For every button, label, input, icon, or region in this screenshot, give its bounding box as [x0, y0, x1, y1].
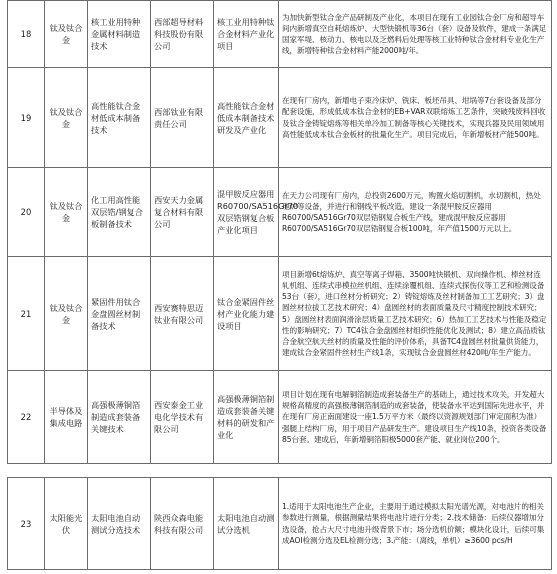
project-table-lower	[7, 477, 552, 570]
table-row	[8, 371, 552, 464]
project-description: 项目计划在现有电解铜箔制造成套装备生产的基础上，通过技术攻关，开发超大规格高精度的高强极薄铜箔制造的成套装备，使装备水平达到国际先进水平，并在现有厂房正南面建设一座1.5万平方米（最终以资源规划部门审定面积为准）强腿上结构厂房，用于项目产品研发生产。建设项目生产线10条，投资各类设备85台套。建成后，年新增铜箔阳极5000套产能、就业岗位200个。	[279, 371, 552, 464]
industry-domain: 太阳能光伏	[45, 478, 88, 570]
key-technology: 化工用高性能双层锆/钢复合板制备技术	[88, 168, 151, 257]
row-number: 18	[8, 1, 45, 68]
project-description: 为加快新型钛合金产品研制及产业化，本项目在现有工业园钛合金厂房和超导车间内新增真空自耗熔炼炉、大型快锻机等36台（套）设备及软件，建成一条满足国家军堤、核动力、核电以及乏燃料后处理等核工业特种钛合金材料专业化生产线，新增特种钛合金材料产能2000吨/年。	[279, 1, 552, 68]
row-number: 22	[8, 371, 45, 464]
project-description: 在天力公司现有厂房内，总投资2600万元，购置火焰切割机，水切割机，热处理炉等设备，并进行和钢线平板改造，建设一条混甲胺反应器用R60700/SA516Gr70双层锆钢复合板生产线，建成混甲胺反应器用R60700/SA516Gr70双层锆钢复合板100吨，年产值1500万元以上。	[279, 168, 552, 257]
project-description: 项目新增6t熔炼炉、真空等离子焊箱、3500吨快锻机、双向操作机、棒丝材连轧机组、连续式串模拉丝机组、连续涂覆机组、连续式探伤仪等工艺和检测设备53台（套），进口丝材分析研究；2）铸锭熔炼及丝材制备加工工艺研究；3）盘圆丝材拉拔工艺技术研究；4）盘圆丝材的表面质量及尺寸精度控制技术研究；5）盘圆丝材表面润滑涂层质量工艺技术研究；6）热加工工艺技术与性能及稳定性的影响研究；7）TC4钛合金盘圆丝材组织性能优化及测试；8）建立高品质钛合金航空航天丝材的质量及性能的评价体系，具备TC4盘圆丝材批量供货能力，建成钛合金紧固件丝材生产线1条，实现钛合金盘圆丝材420吨/年生产能力。	[279, 257, 552, 371]
project-description: 在现有厂房内，新增电子束冷床炉、铣床、板坯吊具、坩埚等7台套设备及部分配套设施，形成低成本钛合金材的EB+VAR双联熔炼工艺条件，突破残废料回收及钛合金铸锭熔炼等相关单冷加工制备等核心关键技术，实现兵器及民用领域用高性能低成本钛合金板材的批量化生产。项目完成后，年新增板材产能500吨。	[279, 68, 552, 168]
table-row	[8, 1, 552, 68]
company-name: 西安天力金属复合材料有限公司	[151, 168, 214, 257]
industry-domain: 钛及钛合金	[45, 168, 88, 257]
project-name: 高强极薄铜箔制造成套装备关键材料的研发和产业化	[214, 371, 279, 464]
key-technology: 高强极薄铜箔制造成套装备关键技术	[88, 371, 151, 464]
project-name: 太阳电池自动测试分选机	[214, 478, 279, 570]
project-table-upper	[7, 0, 552, 464]
key-technology: 核工业用特种金属材料制造技术	[88, 1, 151, 68]
company-name: 陕西众森电能科技有限公司	[151, 478, 214, 570]
table-row	[8, 68, 552, 168]
table-row	[8, 478, 552, 570]
row-number: 23	[8, 478, 45, 570]
industry-domain: 半导体及集成电路	[45, 371, 88, 464]
project-name: 钛合金紧固件丝材产业化能力建设项目	[214, 257, 279, 371]
project-description: 1.适用于太阳电池生产企业，主要用于通过模拟太阳光谱光源，对电池片的相关参数进行测量，根据测量结果将电池片进行分类；2.技术储备：后续仪器增加分选设备，抢占大尺寸电池升级背景下市；场分选机价额；模块化设计，后续可集成AOI检测分选及EL检测分选；3.产能：（离线，单机）≥3600 pcs/H	[279, 478, 552, 570]
row-number: 20	[8, 168, 45, 257]
table-row	[8, 257, 552, 371]
key-technology: 高性能钛合金材低成本制备技术	[88, 68, 151, 168]
project-name: 核工业用特种钛合金材料产业化项目	[214, 1, 279, 68]
industry-domain: 钛及钛合金	[45, 1, 88, 68]
project-name: 混甲胺反应器用R60700/SA516Gr70双层锆钢复合板产业化项目	[214, 168, 279, 257]
company-name: 西安泰金工业电化学技术有限公司	[151, 371, 214, 464]
page-gap	[0, 466, 557, 476]
industry-domain: 钛及钛合金	[45, 257, 88, 371]
row-number: 19	[8, 68, 45, 168]
project-name: 高性能钛合金材低成本制备技术研发及产业化	[214, 68, 279, 168]
key-technology: 紧固件用钛合金盘圆丝材制备技术	[88, 257, 151, 371]
company-name: 西部超导材料科技股份有限公司	[151, 1, 214, 68]
industry-domain: 钛及钛合金	[45, 68, 88, 168]
key-technology: 太阳电池自动测试分选技术	[88, 478, 151, 570]
table-row	[8, 168, 552, 257]
company-name: 西安赛特思迈钛业有限公司	[151, 257, 214, 371]
company-name: 西部钛业有限责任公司	[151, 68, 214, 168]
row-number: 21	[8, 257, 45, 371]
